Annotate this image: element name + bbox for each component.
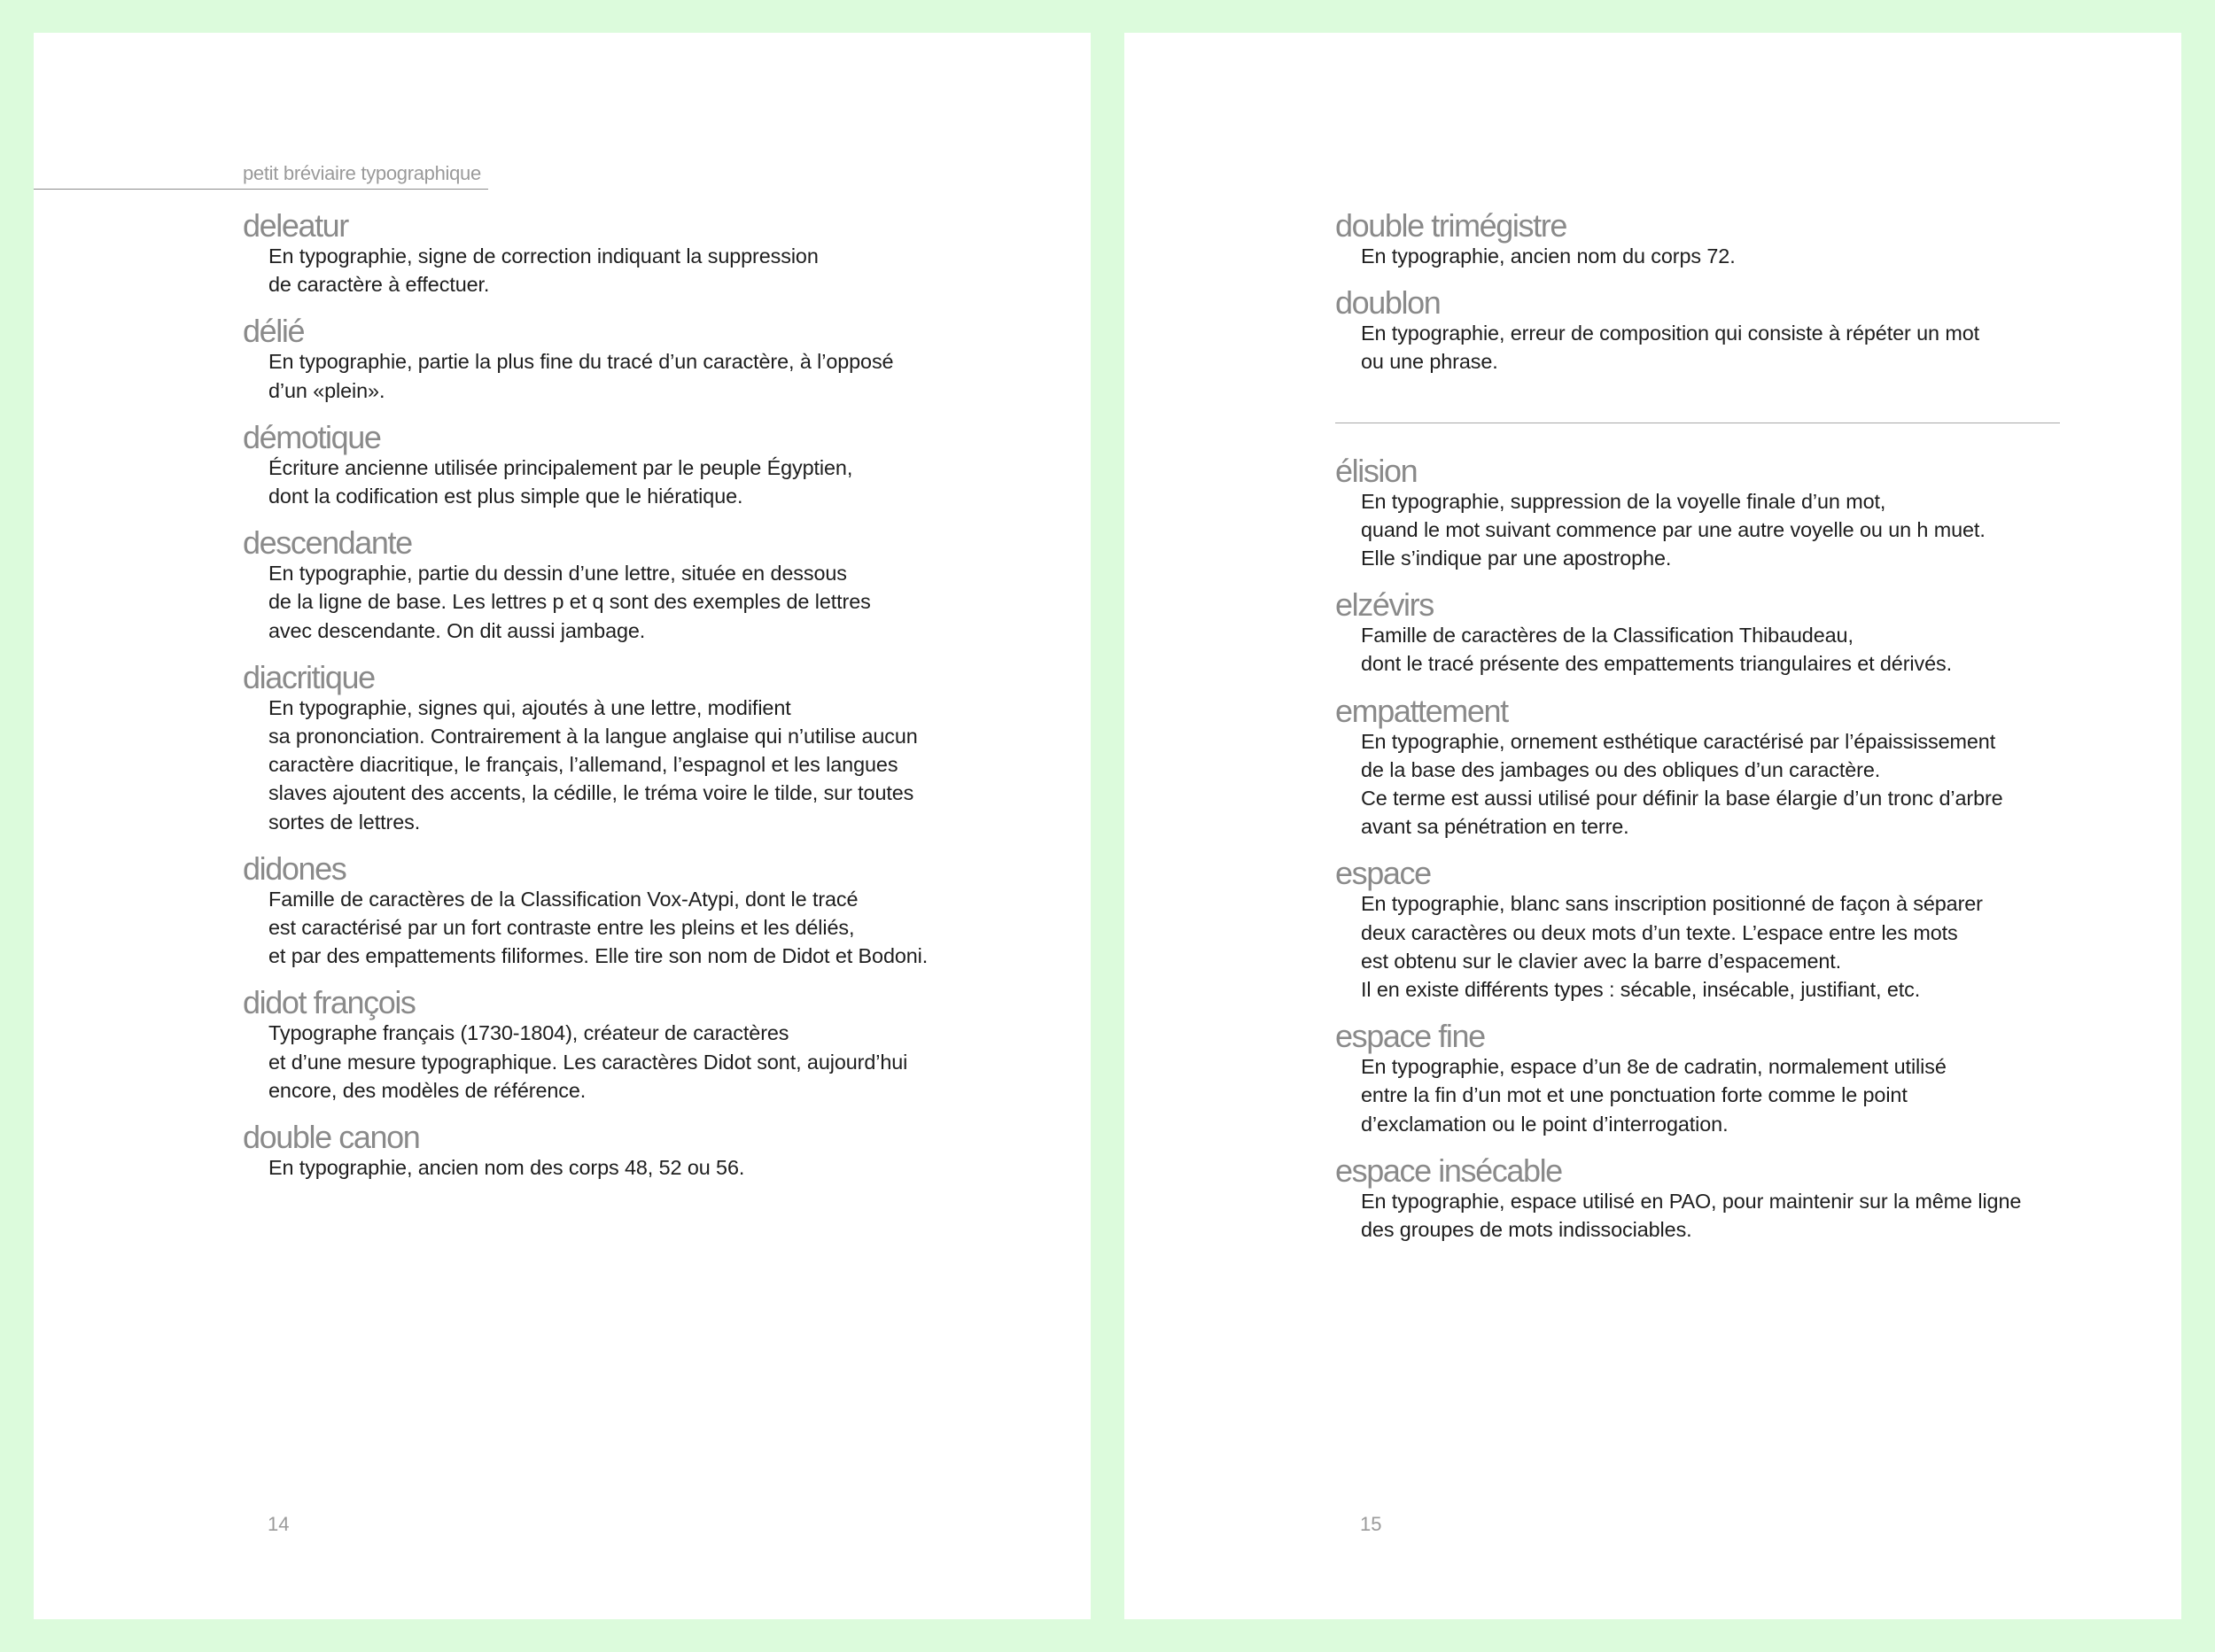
definition-line: sa prononciation. Contrairement à la langue anglaise qui n’utilise aucun bbox=[268, 725, 918, 748]
entry-term: doublon bbox=[1335, 284, 1441, 322]
definition-line: Il en existe différents types : sécable, insécable, justifiant, etc. bbox=[1361, 978, 1921, 1002]
definition-line: En typographie, suppression de la voyelle finale d’un mot, bbox=[1361, 489, 1886, 513]
entries-group-bottom bbox=[1335, 452, 2133, 1245]
definition-line: Ce terme est aussi utilisé pour définir la base élargie d’un tronc d’arbre bbox=[1361, 787, 2003, 810]
glossary-entry bbox=[243, 524, 1040, 645]
glossary-entry bbox=[1335, 692, 2133, 842]
definition-line: En typographie, espace utilisé en PAO, pour maintenir sur la même ligne bbox=[1361, 1189, 2022, 1213]
entry-definition bbox=[243, 559, 1040, 645]
definition-line: quand le mot suivant commence par une autre voyelle ou un h muet. bbox=[1361, 517, 1986, 541]
definition-line: deux caractères ou deux mots d’un texte. L’espace entre les mots bbox=[1361, 920, 1958, 944]
entry-definition bbox=[1335, 319, 2133, 376]
definition-line: Typographe français (1730-1804), créateur de caractères bbox=[268, 1021, 789, 1045]
entry-term: double trimégistre bbox=[1335, 207, 1566, 244]
definition-line: Écriture ancienne utilisée principalement par le peuple Égyptien, bbox=[268, 455, 853, 479]
page-number: 14 bbox=[268, 1513, 290, 1535]
definition-line: encore, des modèles de référence. bbox=[268, 1078, 587, 1102]
right-page bbox=[1124, 33, 2181, 1619]
entry-definition bbox=[243, 242, 1040, 299]
entry-definition bbox=[1335, 487, 2133, 573]
entry-term: didones bbox=[243, 849, 346, 887]
definition-line: En typographie, erreur de composition qui consiste à répéter un mot bbox=[1361, 322, 1980, 345]
definition-line: dont la codification est plus simple que le hiératique. bbox=[268, 485, 743, 508]
glossary-entry bbox=[243, 658, 1040, 836]
entry-term: diacritique bbox=[243, 658, 375, 695]
definition-line: En typographie, espace d’un 8e de cadratin, normalement utilisé bbox=[1361, 1055, 1947, 1079]
entry-term: élision bbox=[1335, 452, 1418, 489]
entry-term: espace insécable bbox=[1335, 1152, 1562, 1189]
entry-definition bbox=[1335, 1052, 2133, 1138]
entry-term: elzévirs bbox=[1335, 586, 1434, 624]
definition-line: En typographie, ancien nom du corps 72. bbox=[1361, 244, 1736, 268]
entry-term: didot françois bbox=[243, 984, 416, 1021]
glossary-entry bbox=[243, 849, 1040, 971]
entry-term: délié bbox=[243, 313, 305, 350]
glossary-entry bbox=[243, 1118, 1040, 1182]
definition-line: En typographie, blanc sans inscription positionné de façon à séparer bbox=[1361, 892, 1983, 916]
entry-definition bbox=[243, 347, 1040, 404]
definition-line: sortes de lettres. bbox=[268, 810, 421, 834]
entry-definition bbox=[1335, 889, 2133, 1004]
left-page bbox=[34, 33, 1091, 1619]
entry-definition bbox=[243, 1153, 1040, 1182]
definition-line: et par des empattements filiformes. Elle tire son nom de Didot et Bodoni. bbox=[268, 944, 929, 968]
definition-line: d’exclamation ou le point d’interrogation. bbox=[1361, 1112, 1729, 1136]
entry-definition bbox=[243, 1019, 1040, 1105]
entry-term: espace fine bbox=[1335, 1018, 1485, 1055]
definition-line: En typographie, ancien nom des corps 48, 52 ou 56. bbox=[268, 1156, 745, 1180]
entry-term: descendante bbox=[243, 524, 412, 562]
definition-line: Famille de caractères de la Classification Thibaudeau, bbox=[1361, 624, 1854, 648]
definition-line: avec descendante. On dit aussi jambage. bbox=[268, 618, 646, 642]
definition-line: Famille de caractères de la Classification Vox-Atypi, dont le tracé bbox=[268, 887, 859, 911]
definition-line: En typographie, signe de correction indiquant la suppression bbox=[268, 244, 819, 268]
entry-definition bbox=[243, 885, 1040, 971]
entry-definition bbox=[243, 454, 1040, 510]
glossary-entry bbox=[243, 983, 1040, 1105]
glossary-entry bbox=[1335, 206, 2133, 270]
glossary-entry bbox=[1335, 1017, 2133, 1138]
definition-line: En typographie, ornement esthétique caractérisé par l’épaississement bbox=[1361, 729, 1996, 753]
entry-term: démotique bbox=[243, 418, 381, 455]
entries-group-top bbox=[1335, 206, 2133, 376]
definition-line: dont le tracé présente des empattements triangulaires et dérivés. bbox=[1361, 652, 1952, 676]
running-head-text: petit bréviaire typographique bbox=[243, 162, 481, 184]
entry-definition bbox=[1335, 727, 2133, 842]
definition-line: est obtenu sur le clavier avec la barre d’espacement. bbox=[1361, 949, 1842, 973]
glossary-entry bbox=[1335, 1152, 2133, 1244]
entry-term: empattement bbox=[1335, 692, 1508, 729]
definition-line: et d’une mesure typographique. Les caractères Didot sont, aujourd’hui bbox=[268, 1050, 908, 1074]
glossary-entry bbox=[1335, 283, 2133, 376]
definition-line: de la ligne de base. Les lettres p et q sont des exemples de lettres bbox=[268, 590, 871, 614]
entry-definition bbox=[1335, 1187, 2133, 1244]
glossary-entry bbox=[243, 206, 1040, 299]
definition-line: d’un «plein». bbox=[268, 378, 385, 402]
definition-line: caractère diacritique, le français, l’allemand, l’espagnol et les langues bbox=[268, 753, 898, 777]
glossary-entry bbox=[1335, 452, 2133, 573]
glossary-entry bbox=[1335, 854, 2133, 1004]
definition-line: En typographie, partie du dessin d’une lettre, située en dessous bbox=[268, 562, 847, 586]
entry-term: espace bbox=[1335, 855, 1431, 892]
definition-line: En typographie, partie la plus fine du tracé d’un caractère, à l’opposé bbox=[268, 350, 894, 374]
glossary-entries-left bbox=[243, 206, 1040, 1182]
definition-line: de caractère à effectuer. bbox=[268, 273, 490, 297]
glossary-entry bbox=[243, 312, 1040, 404]
running-head bbox=[34, 128, 488, 190]
entry-definition bbox=[1335, 242, 2133, 270]
entry-definition bbox=[243, 694, 1040, 836]
page-number: 15 bbox=[1360, 1513, 1382, 1535]
glossary-entries-right bbox=[1335, 206, 2133, 1244]
glossary-entry bbox=[243, 418, 1040, 510]
definition-line: Elle s’indique par une apostrophe. bbox=[1361, 547, 1672, 570]
definition-line: est caractérisé par un fort contraste entre les pleins et les déliés, bbox=[268, 916, 855, 940]
entry-term: double canon bbox=[243, 1119, 420, 1156]
glossary-entry bbox=[1335, 586, 2133, 678]
entry-term: deleatur bbox=[243, 207, 348, 244]
definition-line: ou une phrase. bbox=[1361, 350, 1498, 374]
definition-line: entre la fin d’un mot et une ponctuation forte comme le point bbox=[1361, 1083, 1908, 1107]
entry-definition bbox=[1335, 621, 2133, 678]
definition-line: En typographie, signes qui, ajoutés à une lettre, modifient bbox=[268, 695, 791, 719]
definition-line: des groupes de mots indissociables. bbox=[1361, 1218, 1692, 1242]
definition-line: avant sa pénétration en terre. bbox=[1361, 815, 1629, 839]
definition-line: de la base des jambages ou des obliques d’un caractère. bbox=[1361, 757, 1881, 781]
definition-line: slaves ajoutent des accents, la cédille, le tréma voire le tilde, sur toutes bbox=[268, 781, 914, 805]
